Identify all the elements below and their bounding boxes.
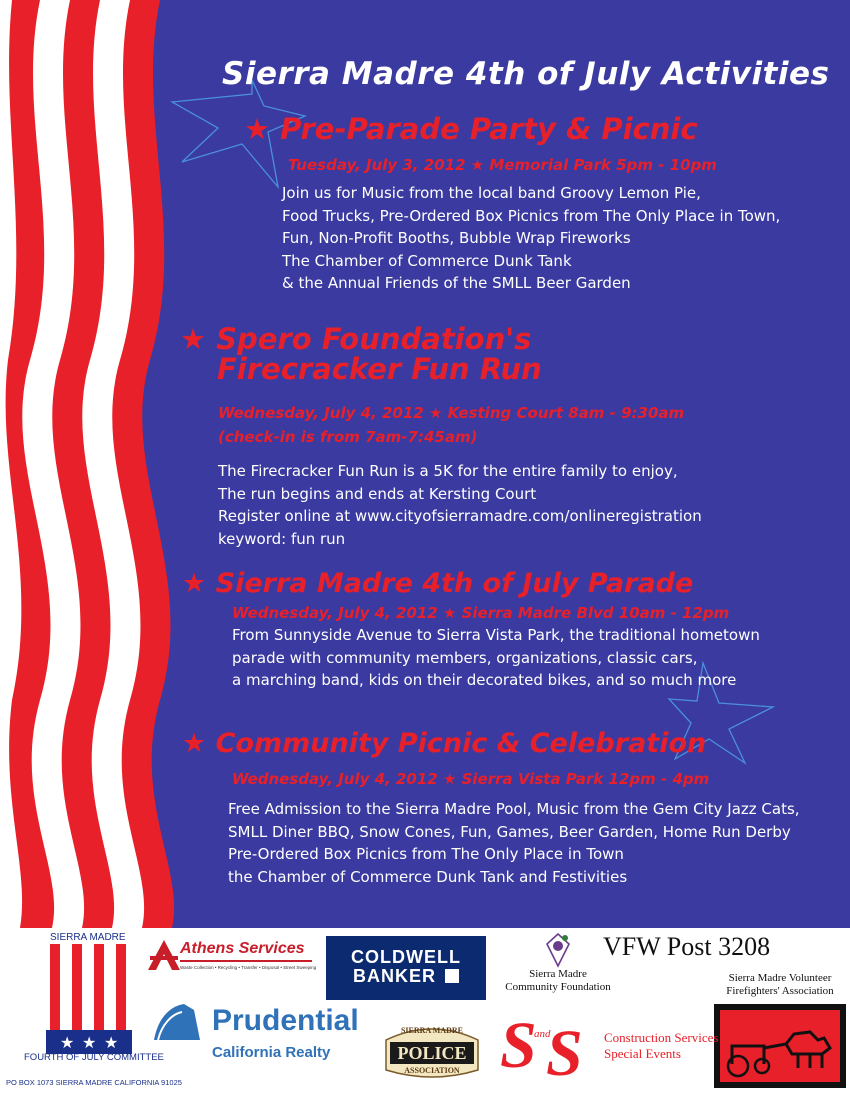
event-2-date: Wednesday, July 4, 2012 ★ Kesting Court 8am - 9:30am: [218, 404, 685, 422]
community-foundation-logo: Sierra Madre Community Foundation: [488, 932, 628, 1004]
police-association-logo: SIERRA MADRE POLICE ASSOCIATION: [380, 1020, 484, 1084]
event-4-date: Wednesday, July 4, 2012 ★ Sierra Vista Park 12pm - 4pm: [232, 770, 710, 788]
committee-logo: SIERRA MADRE ★ ★ ★ FOURTH OF JULY COMMITTEE PO BOX 1073 SIERRA MADRE CALIFORNIA 91025: [6, 932, 182, 1087]
svg-text:★: ★: [104, 1033, 119, 1052]
star-icon: ★: [180, 322, 206, 356]
s-and-s-logo: S and S Construction Services Special Events: [500, 1009, 719, 1090]
event-3-description: From Sunnyside Avenue to Sierra Vista Park, the traditional hometown parade with community members, organizations, classic cars, a marching band, kids on their decorated bikes, and so much more: [232, 626, 760, 689]
athens-services-logo: Athens Services Waste Collection • Recycling • Transfer • Disposal • Street Sweeping: [146, 938, 316, 978]
event-4-title: ★ Community Picnic & Celebration: [182, 728, 707, 759]
prudential-logo: Prudential California Realty: [150, 996, 370, 1066]
rock-icon: [150, 1000, 204, 1044]
coldwell-banker-logo: COLDWELL BANKER: [326, 936, 486, 1000]
sponsors-bar: [0, 928, 850, 1100]
athens-a-icon: [146, 938, 182, 972]
foundation-emblem-icon: [545, 932, 571, 968]
event-1-description: Join us for Music from the local band Groovy Lemon Pie, Food Trucks, Pre-Ordered Box Picnics from The Only Place in Town, Fun, Non-Profit Booths, Bubble Wrap Fireworks The Chamber of Commerce Dunk Tank & the Annual Friends of the SMLL Beer Garden: [282, 184, 781, 292]
fire-wagon-icon: [714, 1004, 846, 1088]
star-icon: ★: [182, 568, 207, 599]
event-1-date: Tuesday, July 3, 2012 ★ Memorial Park 5pm - 10pm: [288, 156, 717, 174]
star-icon: ★: [182, 728, 207, 759]
svg-text:★: ★: [60, 1033, 75, 1052]
event-1-title: ★ Pre-Parade Party & Picnic: [244, 112, 698, 146]
event-3-title: ★ Sierra Madre 4th of July Parade: [182, 568, 694, 599]
svg-text:★: ★: [82, 1033, 97, 1052]
event-3-date: Wednesday, July 4, 2012 ★ Sierra Madre Blvd 10am - 12pm: [232, 604, 730, 622]
event-2-description: The Firecracker Fun Run is a 5K for the entire family to enjoy, The run begins and ends at Kersting Court Register online at www.cityofsierramadre.com/onlineregistration keyword: fun run: [218, 462, 702, 548]
firefighters-association-label: Sierra Madre Volunteer Firefighters' Association: [726, 972, 834, 997]
cb-emblem-icon: [445, 969, 459, 983]
star-icon: ★: [244, 112, 270, 146]
event-4-description: Free Admission to the Sierra Madre Pool, Music from the Gem City Jazz Cats, SMLL Diner BBQ, Snow Cones, Fun, Games, Beer Garden, Home Run Derby Pre-Ordered Box Picnics from The Only Place in Town the Chamber of Commerce Dunk Tank and Festivities: [228, 800, 800, 886]
vfw-post-logo: VFW Post 3208: [603, 932, 771, 961]
event-2-checkin: (check-in is from 7am-7:45am): [218, 428, 478, 446]
poster-title: Sierra Madre 4th of July Activities: [222, 56, 830, 92]
flag-stripes-icon: [46, 944, 132, 1056]
divider: [180, 960, 312, 962]
event-2-title: ★ Spero Foundation's Firecracker Fun Run: [180, 322, 542, 387]
